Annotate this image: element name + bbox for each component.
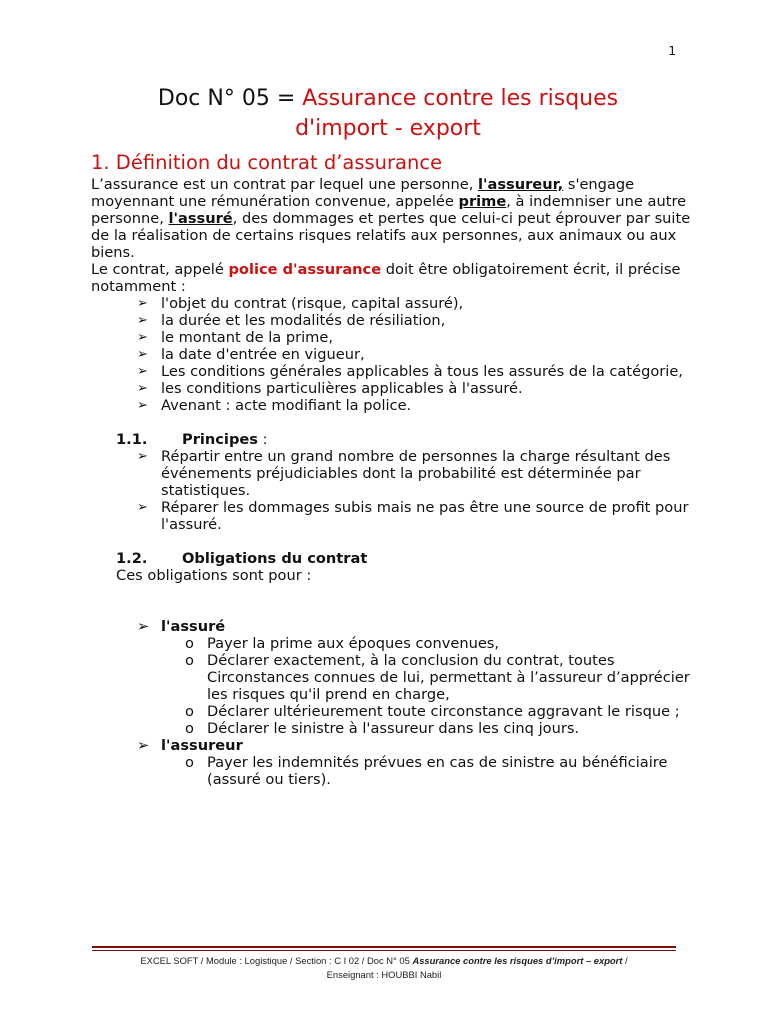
arrow-bullet-icon: ➢: [137, 313, 148, 328]
list-item-text: Déclarer ultérieurement toute circonstance aggravant le risque ;: [207, 703, 680, 720]
circle-bullet-icon: o: [185, 652, 194, 669]
page-title: [0, 84, 768, 144]
list-item-text: Déclarer le sinistre à l'assureur dans les cinq jours.: [207, 720, 580, 737]
list-item: [91, 499, 691, 533]
circle-bullet-icon: o: [185, 720, 194, 737]
party-label: l'assureur: [161, 737, 243, 754]
arrow-bullet-icon: ➢: [137, 381, 148, 396]
list-item-text: Déclarer exactement, à la conclusion du contrat, toutes Circonstances connues de lui, permettant à l’assureur d’apprécier les risques qu'il prend en charge,: [207, 652, 690, 703]
arrow-bullet-icon: ➢: [137, 296, 148, 311]
list-item-text: les conditions particulières applicables à l'assuré.: [161, 380, 523, 397]
list-item: [91, 346, 691, 363]
list-item: [91, 380, 691, 397]
list-item: [91, 295, 691, 312]
section-1-heading: 1. Définition du contrat d’assurance: [91, 151, 443, 174]
list-item: [91, 635, 691, 652]
section-number: 1.2.: [116, 550, 148, 567]
section-1-2-heading: [91, 550, 691, 567]
section-number: 1.1.: [116, 431, 148, 448]
list-item: [91, 312, 691, 329]
definition-paragraph: [91, 176, 691, 261]
arrow-bullet-icon: ➢: [137, 364, 148, 379]
obligations-intro: Ces obligations sont pour :: [116, 567, 312, 584]
party-assure-heading: [91, 618, 691, 635]
arrow-bullet-icon: ➢: [137, 449, 148, 464]
text-run: s'engage moyennant une rémunération convenue, appelée: [91, 176, 635, 210]
text-run: , à indemniser une autre personne,: [91, 193, 687, 227]
text-run: , des dommages et pertes que celui-ci peut éprouver par suite de la réalisation de certains risques relatifs aux personnes, aux animaux ou aux biens.: [91, 210, 691, 261]
arrow-bullet-icon: ➢: [137, 347, 148, 362]
list-item: [91, 703, 691, 720]
list-item-text: Avenant : acte modifiant la police.: [161, 397, 412, 414]
page-number: 1: [668, 44, 676, 58]
assure-obligations-list: [91, 635, 691, 737]
text-run: L’assurance est un contrat par lequel une personne,: [91, 176, 479, 193]
contract-items-list: [91, 295, 691, 414]
contract-paragraph: [91, 261, 691, 295]
list-item: [91, 720, 691, 737]
list-item-text: Répartir entre un grand nombre de personnes la charge résultant des événements préjudiciables dont la probabilité est déterminée par statistiques.: [161, 448, 671, 499]
text-run: Le contrat, appelé: [91, 261, 229, 278]
text-run: doit être obligatoirement écrit, il précise notamment :: [91, 261, 681, 295]
party-label: l'assuré: [161, 618, 226, 635]
section-title: Principes: [182, 431, 258, 448]
section-title: Obligations du contrat: [182, 550, 368, 567]
term-prime: prime: [458, 193, 507, 210]
party-assureur-heading: [91, 737, 691, 754]
circle-bullet-icon: o: [185, 754, 194, 771]
list-item-text: la date d'entrée en vigueur,: [161, 346, 365, 363]
section-1-1-heading: [91, 431, 691, 448]
circle-bullet-icon: o: [185, 635, 194, 652]
footer-rule: [92, 946, 676, 951]
principles-list: [91, 448, 691, 533]
list-item-text: Les conditions générales applicables à tous les assurés de la catégorie,: [161, 363, 683, 380]
list-item-text: Réparer les dommages subis mais ne pas être une source de profit pour l'assuré.: [161, 499, 689, 533]
arrow-bullet-icon: ➢: [137, 737, 150, 754]
title-main-line2: d'import - export: [295, 116, 481, 141]
list-item-text: Payer les indemnités prévues en cas de sinistre au bénéficiaire (assuré ou tiers).: [207, 754, 668, 788]
arrow-bullet-icon: ➢: [137, 500, 148, 515]
list-item: [91, 448, 691, 499]
footer-doc-title: Assurance contre les risques d’import – export: [412, 955, 623, 966]
list-item-text: la durée et les modalités de résiliation,: [161, 312, 446, 329]
title-main-line1: Assurance contre les risques: [302, 86, 619, 111]
footer-teacher: Enseignant : HOUBBI Nabil: [326, 969, 442, 980]
list-item-text: l'objet du contrat (risque, capital assuré),: [161, 295, 464, 312]
arrow-bullet-icon: ➢: [137, 330, 148, 345]
list-item-text: Payer la prime aux époques convenues,: [207, 635, 500, 652]
term-police: police d'assurance: [228, 261, 382, 278]
list-item-text: le montant de la prime,: [161, 329, 334, 346]
list-item: [91, 329, 691, 346]
arrow-bullet-icon: ➢: [137, 398, 148, 413]
footer-text: /: [622, 955, 628, 966]
document-body: [91, 150, 691, 788]
title-prefix: Doc N° 05 =: [157, 86, 303, 111]
circle-bullet-icon: o: [185, 703, 194, 720]
list-item: [91, 363, 691, 380]
assureur-obligations-list: [91, 754, 691, 788]
term-assure: l'assuré: [168, 210, 233, 227]
page-footer: [92, 954, 676, 982]
heading-colon: :: [257, 431, 268, 448]
list-item: [91, 397, 691, 414]
footer-text: EXCEL SOFT / Module : Logistique / Section : C I 02 / Doc N° 05: [140, 955, 413, 966]
list-item: [91, 754, 691, 788]
term-assureur: l'assureur,: [478, 176, 564, 193]
arrow-bullet-icon: ➢: [137, 618, 150, 635]
list-item: [91, 652, 691, 703]
